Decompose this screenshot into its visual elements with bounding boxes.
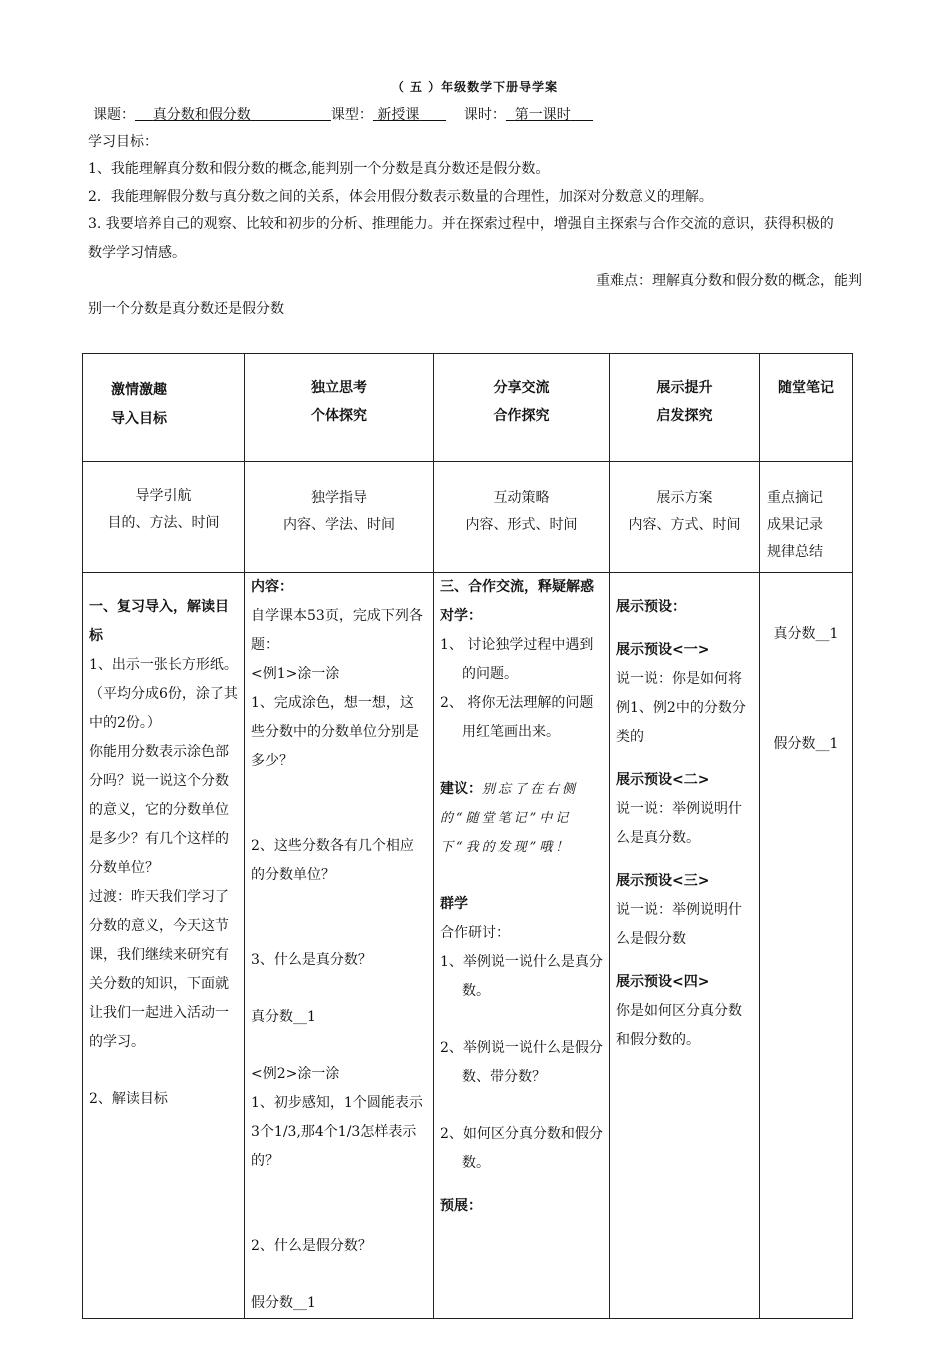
objective-2: 2．我能理解假分数与真分数之间的关系，体会用假分数表示数量的合理性，加深对分数意义的理解。 bbox=[88, 189, 713, 205]
objectives-heading: 学习目标： bbox=[88, 134, 158, 150]
topic-value: 真分数和假分数 bbox=[152, 107, 251, 123]
header-cell-5: 随堂笔记 bbox=[760, 354, 853, 462]
table-subheader-row bbox=[83, 462, 853, 573]
lesson-meta bbox=[93, 104, 593, 124]
subheader-cell-5: 重点摘记 成果记录 规律总结 bbox=[760, 462, 853, 573]
selfstudy-heading: 内容： bbox=[251, 579, 293, 595]
intro-p2: 你能用分数表示涂色部分吗？说一说这个分数的意义，它的分数单位是多少？有几个这样的分数单位？ bbox=[89, 744, 229, 876]
key-point-line-2: 别一个分数是真分数还是假分数 bbox=[88, 301, 284, 317]
selfstudy-q4: 1、初步感知，1个圆能表示3个1/3,那4个1/3怎样表示的？ bbox=[251, 1095, 423, 1169]
table-body-row bbox=[83, 573, 853, 1319]
proper-fraction-answer: 真分数__1 bbox=[251, 1009, 316, 1025]
objective-1: 1、我能理解真分数和假分数的概念,能判别一个分数是真分数还是假分数。 bbox=[88, 161, 550, 177]
preset-1-text: 说一说：你是如何将例1、例2中的分数分类的 bbox=[616, 671, 746, 745]
selfstudy-q5: 2、什么是假分数？ bbox=[251, 1238, 372, 1254]
cooperate-heading: 三、合作交流，释疑解惑 bbox=[440, 579, 594, 595]
header-cell-1: 激情激趣 导入目标 bbox=[83, 354, 245, 462]
selfstudy-q2: 2、这些分数各有几个相应的分数单位？ bbox=[251, 838, 414, 883]
body-cell-present bbox=[610, 573, 760, 1319]
page-title: （ 五 ）年级数学下册导学案 bbox=[391, 80, 559, 94]
body-cell-selfstudy bbox=[245, 573, 434, 1319]
subheader-cell-1: 导学引航 目的、方法、时间 bbox=[83, 462, 245, 573]
preview-label: 预展： bbox=[440, 1198, 482, 1214]
table-header-row bbox=[83, 354, 853, 462]
subheader-cell-3: 互动策略 内容、形式、时间 bbox=[434, 462, 610, 573]
intro-p4: 2、解读目标 bbox=[89, 1091, 168, 1107]
body-cell-intro bbox=[83, 573, 245, 1319]
subheader-cell-2: 独学指导 内容、学法、时间 bbox=[245, 462, 434, 573]
intro-heading: 一、复习导入，解读目标 bbox=[89, 599, 229, 644]
period-value: 第一课时 bbox=[514, 107, 571, 123]
example-2: <例2>涂一涂 bbox=[251, 1066, 340, 1082]
objective-3-cont: 数学学习情感。 bbox=[88, 245, 186, 261]
period-label: 课时： bbox=[463, 107, 506, 123]
preset-4-text: 你是如何区分真分数和假分数的。 bbox=[616, 1003, 742, 1048]
notes-improper-fraction: 假分数__1 bbox=[773, 736, 839, 752]
group-item-2: 2、举例说一说什么是假分数、带分数？ bbox=[440, 1040, 603, 1085]
selfstudy-q1: 1、完成涂色，想一想，这些分数中的分数单位分别是多少？ bbox=[251, 695, 419, 769]
preset-4-title: 展示预设<四> bbox=[616, 974, 710, 990]
notes-proper-fraction: 真分数__1 bbox=[773, 626, 839, 642]
header-cell-3: 分享交流 合作探究 bbox=[434, 354, 610, 462]
group-item-1: 1、举例说一说什么是真分数。 bbox=[440, 954, 603, 999]
type-label: 课型： bbox=[330, 107, 373, 123]
intro-p3: 过渡：昨天我们学习了分数的意义，今天这节课，我们继续来研究有关分数的知识，下面就让我们一起进入活动一的学习。 bbox=[89, 889, 229, 1050]
preset-2-title: 展示预设<二> bbox=[616, 772, 710, 788]
type-value: 新授课 bbox=[377, 107, 420, 123]
topic-label: 课题： bbox=[93, 107, 135, 123]
objective-3: 3. 我要培养自己的观察、比较和初步的分析、推理能力。并在探索过程中，增强自主探索与合作交流的意识，获得积极的 bbox=[88, 216, 834, 232]
suggestion: 建议：别忘了在右侧的“随堂笔记”中记下“我的发现”哦！ bbox=[440, 781, 579, 855]
header-cell-2: 独立思考 个体探究 bbox=[245, 354, 434, 462]
preset-1-title: 展示预设<一> bbox=[616, 642, 710, 658]
group-item-3: 2、如何区分真分数和假分数。 bbox=[440, 1126, 603, 1171]
preset-2-text: 说一说：举例说明什么是真分数。 bbox=[616, 801, 742, 846]
selfstudy-q3: 3、什么是真分数？ bbox=[251, 952, 372, 968]
pair-study-label: 对学： bbox=[440, 608, 482, 624]
improper-fraction-answer: 假分数__1 bbox=[251, 1295, 316, 1311]
preset-3-title: 展示预设<三> bbox=[616, 873, 710, 889]
selfstudy-p1: 自学课本53页，完成下列各题： bbox=[251, 608, 423, 653]
body-cell-notes bbox=[760, 573, 853, 1319]
present-heading: 展示预设： bbox=[616, 599, 686, 615]
group-discuss-label: 合作研讨： bbox=[440, 925, 510, 941]
subheader-cell-4: 展示方案 内容、方式、时间 bbox=[610, 462, 760, 573]
preset-3-text: 说一说：举例说明什么是假分数 bbox=[616, 902, 742, 947]
pair-item-2: 2、 将你无法理解的问题用红笔画出来。 bbox=[440, 695, 594, 740]
pair-item-1: 1、 讨论独学过程中遇到的问题。 bbox=[440, 637, 594, 682]
example-1: <例1>涂一涂 bbox=[251, 666, 340, 682]
body-cell-cooperate bbox=[434, 573, 610, 1319]
group-study-label: 群学 bbox=[440, 896, 468, 912]
guide-table bbox=[82, 353, 853, 1319]
header-cell-4: 展示提升 启发探究 bbox=[610, 354, 760, 462]
intro-p1: 1、出示一张长方形纸。（平均分成6份，涂了其中的2份。） bbox=[89, 657, 238, 731]
key-point-line-1: 重难点：理解真分数和假分数的概念，能判 bbox=[596, 273, 862, 289]
